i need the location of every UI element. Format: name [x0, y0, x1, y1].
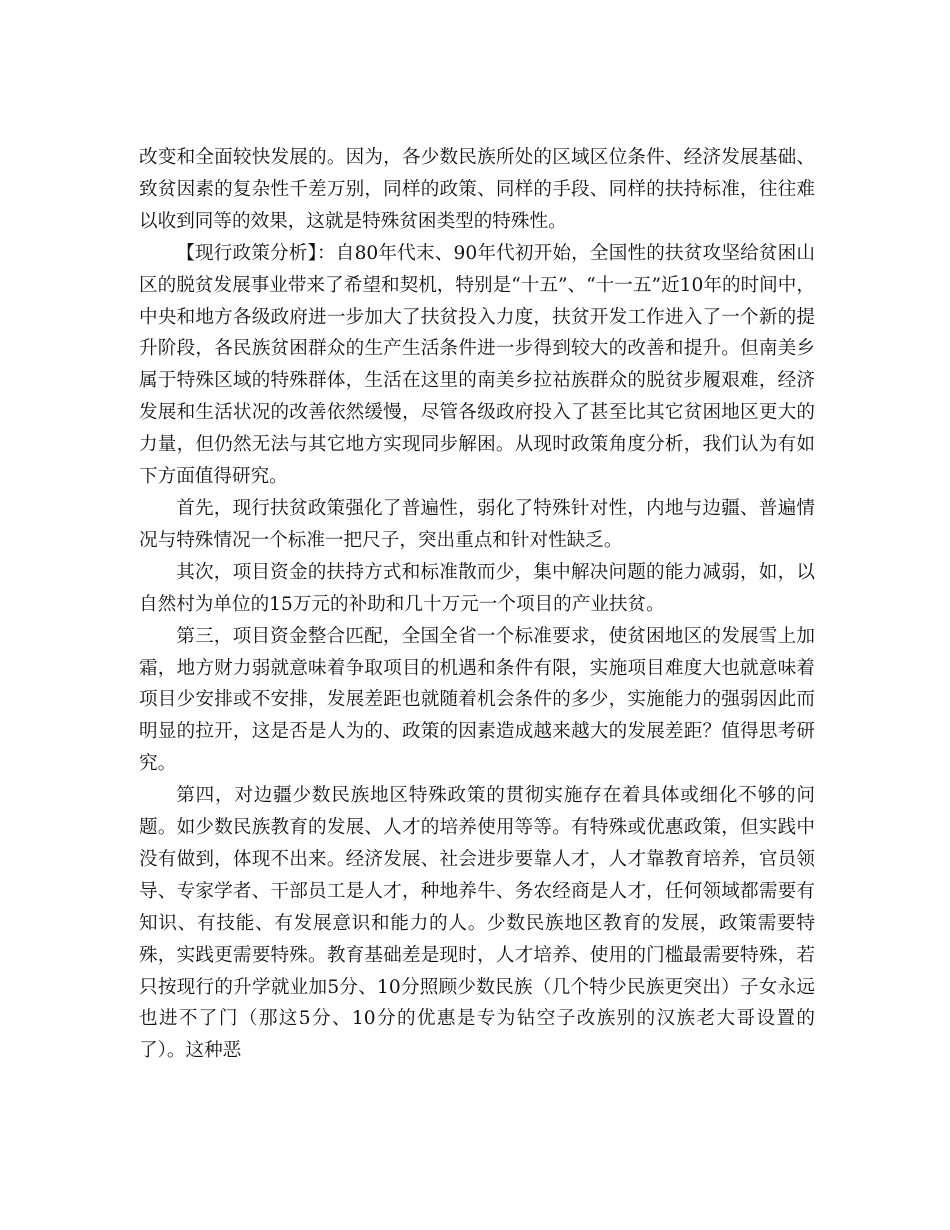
- document-body: [139, 142, 815, 1067]
- paragraph-1: 改变和全面较快发展的。因为，各少数民族所处的区域区位条件、经济发展基础、致贫因素的复杂性千差万别，同样的政策、同样的手段、同样的扶持标准，往往难以收到同等的效果，这就是特殊贫困类型的特殊性。: [139, 147, 815, 232]
- paragraph-6: 第四，对边疆少数民族地区特殊政策的贯彻实施存在着具体或细化不够的问题。如少数民族教育的发展、人才的培养使用等等。有特殊或优惠政策，但实践中没有做到，体现不出来。经济发展、社会进步要靠人才，人才靠教育培养，官员领导、专家学者、干部员工是人才，种地养牛、务农经商是人才，任何领域都需要有知识、有技能、有发展意识和能力的人。少数民族地区教育的发展，政策需要特殊，实践更需要特殊。教育基础差是现时，人才培养、使用的门槛最需要特殊，若只按现行的升学就业加5分、10分照顾少数民族（几个特少民族更突出）子女永远也进不了门（那这5分、10分的优惠是专为钻空子改族别的汉族老大哥设置的了）。这种恶: [139, 785, 815, 1062]
- paragraph-3: 首先，现行扶贫政策强化了普遍性，弱化了特殊针对性，内地与边疆、普遍情况与特殊情况一个标准一把尺子，突出重点和针对性缺乏。: [139, 497, 815, 551]
- paragraph-2: 【现行政策分析】：自80年代末、90年代初开始，全国性的扶贫攻坚给贫困山区的脱贫发展事业带来了希望和契机，特别是“十五”、“十一五”近10年的时间中，中央和地方各级政府进一步加大了扶贫投入力度，扶贫开发工作进入了一个新的提升阶段，各民族贫困群众的生产生活条件进一步得到较大的改善和提升。但南美乡属于特殊区域的特殊群体，生活在这里的南美乡拉祜族群众的脱贫步履艰难，经济发展和生活状况的改善依然缓慢，尽管各级政府投入了甚至比其它贫困地区更大的力量，但仍然无法与其它地方实现同步解困。从现时政策角度分析，我们认为有如下方面值得研究。: [139, 242, 815, 488]
- paragraph-4: 其次，项目资金的扶持方式和标准散而少，集中解决问题的能力减弱，如，以自然村为单位的15万元的补助和几十万元一个项目的产业扶贫。: [139, 561, 815, 615]
- paragraph-5: 第三，项目资金整合匹配，全国全省一个标准要求，使贫困地区的发展雪上加霜，地方财力弱就意味着争取项目的机遇和条件有限，实施项目难度大也就意味着项目少安排或不安排，发展差距也就随着机会条件的多少，实施能力的强弱因此而明显的拉开，这是否是人为的、政策的因素造成越来越大的发展差距？值得思考研究。: [139, 625, 815, 775]
